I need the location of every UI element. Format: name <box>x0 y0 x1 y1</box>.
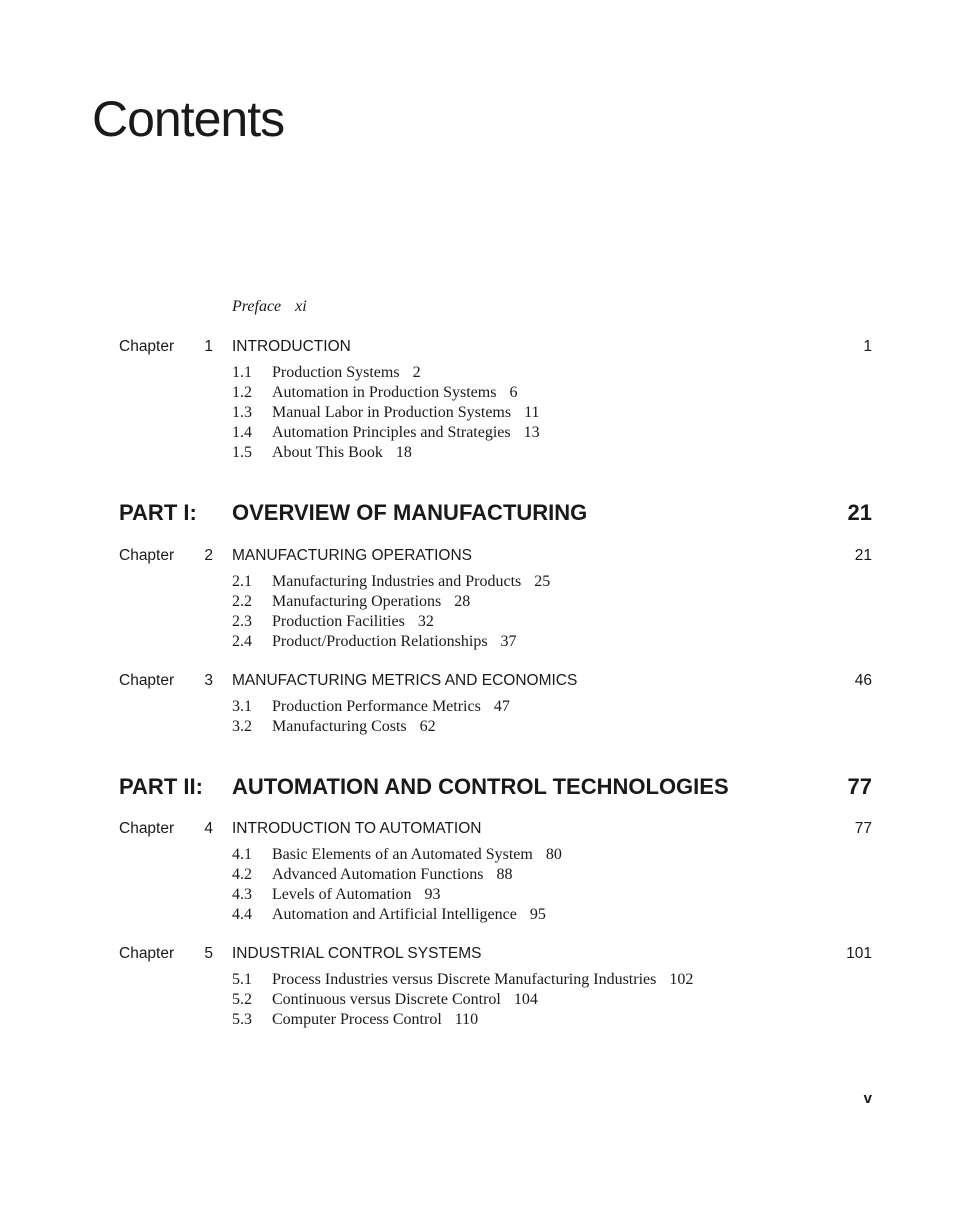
chapter-heading <box>119 820 872 840</box>
section-title: Basic Elements of an Automated System <box>272 846 533 863</box>
section-page: 13 <box>523 424 540 441</box>
chapter-title: INDUSTRIAL CONTROL SYSTEMS <box>232 945 482 962</box>
chapter-number: 5 <box>204 945 213 962</box>
section-title: About This Book <box>272 444 383 461</box>
part-label: PART I: <box>119 500 197 525</box>
section-title: Process Industries versus Discrete Manufacturing Industries <box>272 971 657 988</box>
part-title: OVERVIEW OF MANUFACTURING <box>232 500 588 525</box>
list-item <box>232 383 540 403</box>
chapter-title: MANUFACTURING METRICS AND ECONOMICS <box>232 672 578 689</box>
part-label: PART II: <box>119 774 203 799</box>
section-title: Manufacturing Industries and Products <box>272 573 522 590</box>
chapter-title: INTRODUCTION TO AUTOMATION <box>232 820 482 837</box>
section-title: Production Systems <box>272 364 400 381</box>
section-title: Manufacturing Costs <box>272 718 407 735</box>
section-number: 1.4 <box>232 424 252 441</box>
chapter-label: Chapter <box>119 338 175 355</box>
section-page: 28 <box>454 593 471 610</box>
list-item <box>232 1010 693 1030</box>
section-page: 18 <box>395 444 412 461</box>
part-heading <box>119 500 872 530</box>
section-page: 95 <box>529 906 546 923</box>
section-title: Advanced Automation Functions <box>272 866 484 883</box>
section-title: Automation Principles and Strategies <box>272 424 511 441</box>
section-list <box>232 697 510 737</box>
page-title: Contents <box>92 91 285 147</box>
chapter-page: 77 <box>854 820 872 837</box>
section-page: 110 <box>454 1011 479 1028</box>
list-item <box>232 592 550 612</box>
chapter-title: INTRODUCTION <box>232 338 351 355</box>
part-heading <box>119 774 872 804</box>
list-item <box>232 990 693 1010</box>
list-item <box>232 403 540 423</box>
chapter-heading <box>119 672 872 692</box>
section-title: Levels of Automation <box>272 886 412 903</box>
preface-entry <box>232 298 307 316</box>
section-number: 2.4 <box>232 633 252 650</box>
section-number: 1.1 <box>232 364 252 381</box>
list-item <box>232 845 562 865</box>
section-page: 102 <box>669 971 694 988</box>
section-title: Product/Production Relationships <box>272 633 488 650</box>
chapter-heading <box>119 547 872 567</box>
section-number: 2.1 <box>232 573 252 590</box>
section-title: Manufacturing Operations <box>272 593 442 610</box>
section-number: 2.2 <box>232 593 252 610</box>
chapter-page: 21 <box>854 547 872 564</box>
section-number: 1.3 <box>232 404 252 421</box>
section-number: 4.4 <box>232 906 252 923</box>
section-list <box>232 363 540 463</box>
section-list <box>232 970 693 1030</box>
chapter-heading <box>119 338 872 358</box>
chapter-number: 4 <box>204 820 213 837</box>
section-page: 6 <box>509 384 518 401</box>
section-title: Continuous versus Discrete Control <box>272 991 501 1008</box>
section-number: 3.2 <box>232 718 252 735</box>
list-item <box>232 717 510 737</box>
section-number: 1.2 <box>232 384 252 401</box>
part-title: AUTOMATION AND CONTROL TECHNOLOGIES <box>232 774 729 799</box>
section-number: 4.3 <box>232 886 252 903</box>
section-page: 80 <box>545 846 562 863</box>
section-title: Automation and Artificial Intelligence <box>272 906 517 923</box>
list-item <box>232 632 550 652</box>
preface-label: Preface <box>232 298 282 315</box>
section-page: 62 <box>419 718 436 735</box>
section-number: 4.2 <box>232 866 252 883</box>
section-list <box>232 572 550 652</box>
section-page: 32 <box>417 613 434 630</box>
section-list <box>232 845 562 925</box>
chapter-number: 1 <box>204 338 213 355</box>
section-page: 11 <box>524 404 540 421</box>
section-number: 2.3 <box>232 613 252 630</box>
chapter-number: 2 <box>204 547 213 564</box>
list-item <box>232 970 693 990</box>
section-page: 47 <box>493 698 510 715</box>
part-page: 77 <box>847 774 872 799</box>
section-number: 1.5 <box>232 444 252 461</box>
section-title: Automation in Production Systems <box>272 384 497 401</box>
section-number: 5.3 <box>232 1011 252 1028</box>
section-number: 4.1 <box>232 846 252 863</box>
list-item <box>232 865 562 885</box>
list-item <box>232 697 510 717</box>
preface-page: xi <box>295 298 307 315</box>
chapter-label: Chapter <box>119 547 175 564</box>
chapter-label: Chapter <box>119 672 175 689</box>
list-item <box>232 905 562 925</box>
chapter-title: MANUFACTURING OPERATIONS <box>232 547 472 564</box>
section-page: 88 <box>496 866 513 883</box>
section-title: Production Facilities <box>272 613 405 630</box>
page-number: v <box>863 1090 872 1107</box>
section-page: 104 <box>513 991 538 1008</box>
section-title: Production Performance Metrics <box>272 698 481 715</box>
chapter-label: Chapter <box>119 820 175 837</box>
chapter-heading <box>119 945 872 965</box>
section-title: Manual Labor in Production Systems <box>272 404 512 421</box>
list-item <box>232 612 550 632</box>
list-item <box>232 572 550 592</box>
list-item <box>232 423 540 443</box>
section-number: 5.2 <box>232 991 252 1008</box>
chapter-label: Chapter <box>119 945 175 962</box>
section-page: 93 <box>424 886 441 903</box>
chapter-page: 46 <box>854 672 872 689</box>
section-page: 25 <box>534 573 551 590</box>
section-title: Computer Process Control <box>272 1011 442 1028</box>
list-item <box>232 363 540 383</box>
section-number: 5.1 <box>232 971 252 988</box>
chapter-page: 101 <box>846 945 872 962</box>
section-page: 37 <box>500 633 517 650</box>
section-page: 2 <box>412 364 421 381</box>
list-item <box>232 443 540 463</box>
list-item <box>232 885 562 905</box>
part-page: 21 <box>847 500 872 525</box>
chapter-number: 3 <box>204 672 213 689</box>
chapter-page: 1 <box>863 338 872 355</box>
section-number: 3.1 <box>232 698 252 715</box>
